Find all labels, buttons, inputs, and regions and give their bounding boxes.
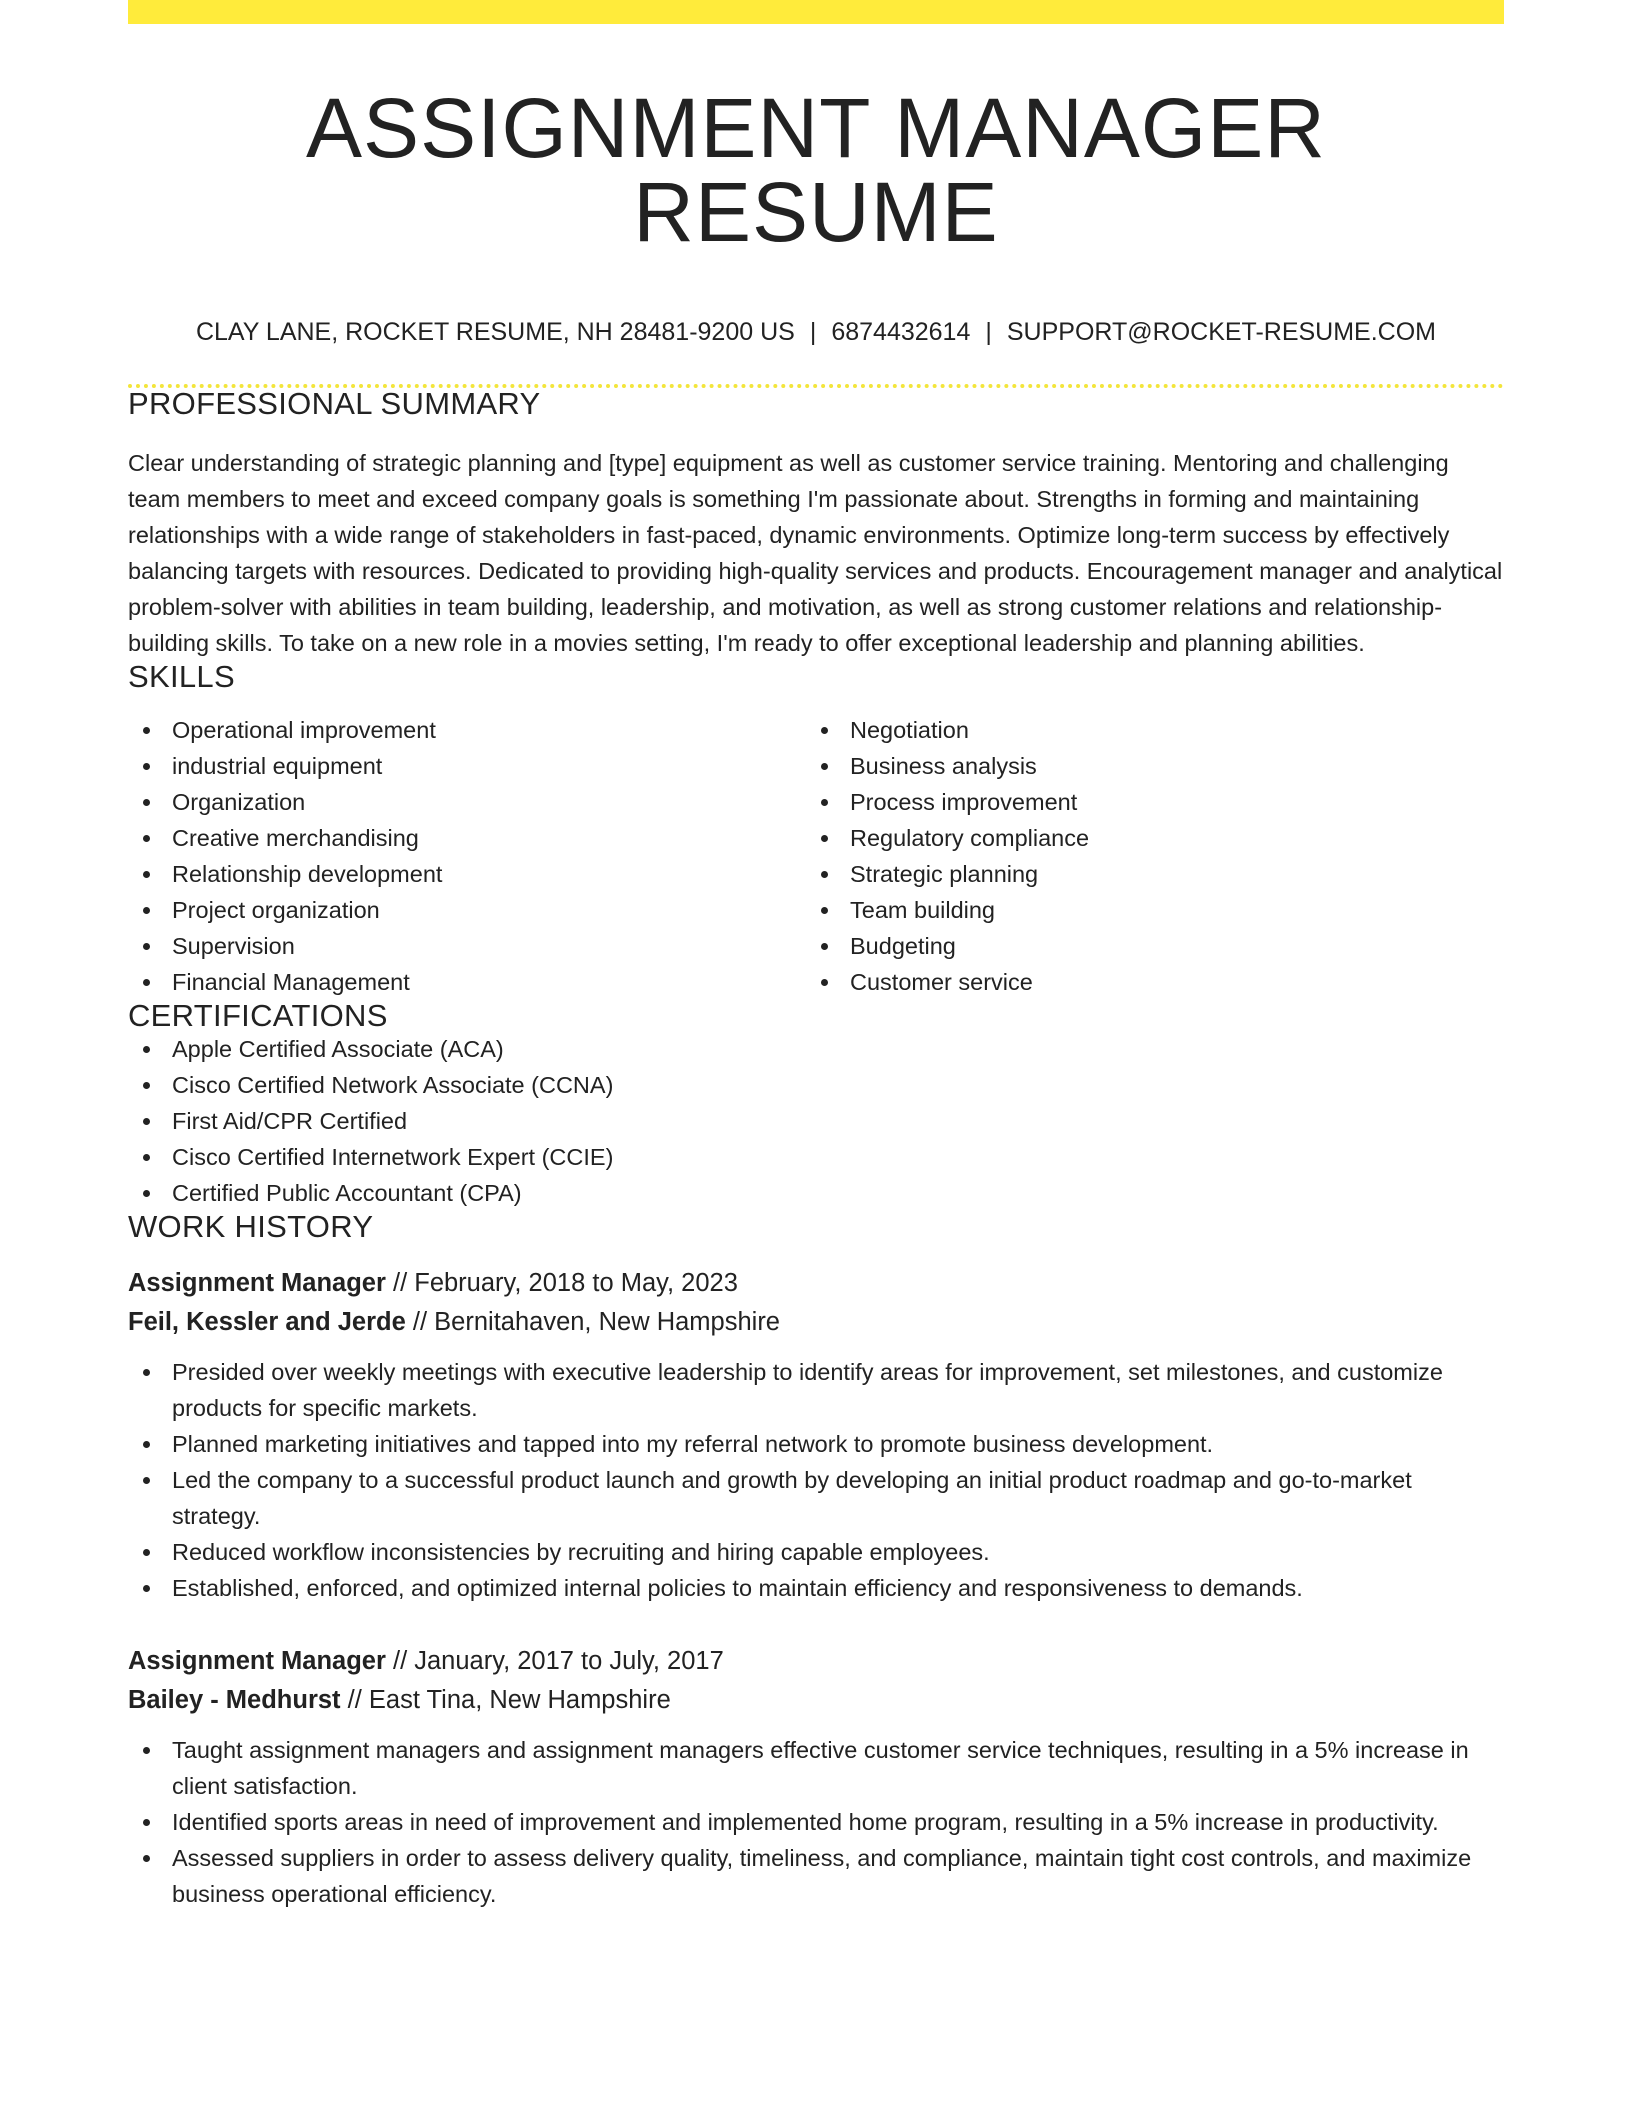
certification-item: Cisco Certified Network Associate (CCNA) [128,1067,1504,1103]
job-entry [128,1642,1504,1912]
job-bullet: Reduced workflow inconsistencies by recruiting and hiring capable employees. [128,1534,1504,1570]
job-bullet: Assessed suppliers in order to assess delivery quality, timeliness, and compliance, maintain tight cost controls, and maximize business operational efficiency. [128,1840,1504,1912]
job-location: // Bernitahaven, New Hampshire [412,1308,780,1336]
skill-item: Team building [806,892,1089,928]
job-bullet: Led the company to a successful product launch and growth by developing an initial product roadmap and go-to-market strategy. [128,1462,1504,1534]
job-title-line [128,1264,1504,1303]
certifications-heading: CERTIFICATIONS [128,998,388,1033]
contact-phone: 6874432614 [831,318,971,346]
job-company-line [128,1681,1504,1720]
resume-page [128,0,1504,1912]
skills-column-left [128,712,806,1000]
job-bullets [128,1354,1504,1606]
job-dates: // February, 2018 to May, 2023 [392,1269,738,1297]
skill-item: Regulatory compliance [806,820,1089,856]
job-bullet: Established, enforced, and optimized internal policies to maintain efficiency and responsiveness to demands. [128,1570,1504,1606]
skills-list [128,712,1504,1000]
job-bullet: Presided over weekly meetings with executive leadership to identify areas for improvement, set milestones, and customize products for specific markets. [128,1354,1504,1426]
skill-item: Budgeting [806,928,1089,964]
accent-bar [128,0,1504,24]
job-bullet: Identified sports areas in need of improvement and implemented home program, resulting in a 5% increase in productivity. [128,1804,1504,1840]
skill-item: Business analysis [806,748,1089,784]
certification-item: First Aid/CPR Certified [128,1103,1504,1139]
job-title: Assignment Manager [128,1269,386,1297]
skill-item: Financial Management [128,964,806,1000]
certifications-list [128,1031,1504,1211]
work-history-heading: WORK HISTORY [128,1209,374,1244]
job-title: Assignment Manager [128,1647,386,1675]
job-company: Bailey - Medhurst [128,1686,341,1714]
skill-item: Customer service [806,964,1089,1000]
contact-email: SUPPORT@ROCKET-RESUME.COM [1006,318,1437,346]
job-bullet: Planned marketing initiatives and tapped into my referral network to promote business development. [128,1426,1504,1462]
skill-item: Relationship development [128,856,806,892]
skill-item: Organization [128,784,806,820]
skills-heading: SKILLS [128,659,235,694]
summary-text: Clear understanding of strategic planning and [type] equipment as well as customer service training. Mentoring and challenging team members to meet and exceed company goals is something I'm passionate about. Strengths in forming and maintaining relationships with a wide range of stakeholders in fast-paced, dynamic environments. Optimize long-term success by effectively balancing targets with resources. Dedicated to providing high-quality services and products. Encouragement manager and analytical problem-solver with abilities in team building, leadership, and motivation, as well as strong customer relations and relationship-building skills. To take on a new role in a movies setting, I'm ready to offer exceptional leadership and planning abilities. [128,450,1503,656]
summary-heading: PROFESSIONAL SUMMARY [128,386,541,421]
skill-item: Strategic planning [806,856,1089,892]
certification-item: Cisco Certified Internetwork Expert (CCIE) [128,1139,1504,1175]
job-title-line [128,1642,1504,1681]
skill-item: Project organization [128,892,806,928]
skills-column-right [806,712,1089,1000]
contact-separator: | [985,318,992,346]
job-location: // East Tina, New Hampshire [347,1686,671,1714]
resume-title: ASSIGNMENT MANAGER RESUME [306,81,1326,259]
contact-address: CLAY LANE, ROCKET RESUME, NH 28481-9200 US [195,318,795,346]
skill-item: Process improvement [806,784,1089,820]
job-entry [128,1264,1504,1606]
job-dates: // January, 2017 to July, 2017 [392,1647,724,1675]
skill-item: Negotiation [806,712,1089,748]
skill-item: industrial equipment [128,748,806,784]
skill-item: Operational improvement [128,712,806,748]
certification-item: Certified Public Accountant (CPA) [128,1175,1504,1211]
job-bullet: Taught assignment managers and assignment managers effective customer service techniques, resulting in a 5% increase in client satisfaction. [128,1732,1504,1804]
skill-item: Creative merchandising [128,820,806,856]
job-bullets [128,1732,1504,1912]
contact-line [128,320,1504,345]
skill-item: Supervision [128,928,806,964]
certification-item: Apple Certified Associate (ACA) [128,1031,1504,1067]
contact-separator: | [809,318,817,346]
job-company: Feil, Kessler and Jerde [128,1308,406,1336]
job-company-line [128,1303,1504,1342]
